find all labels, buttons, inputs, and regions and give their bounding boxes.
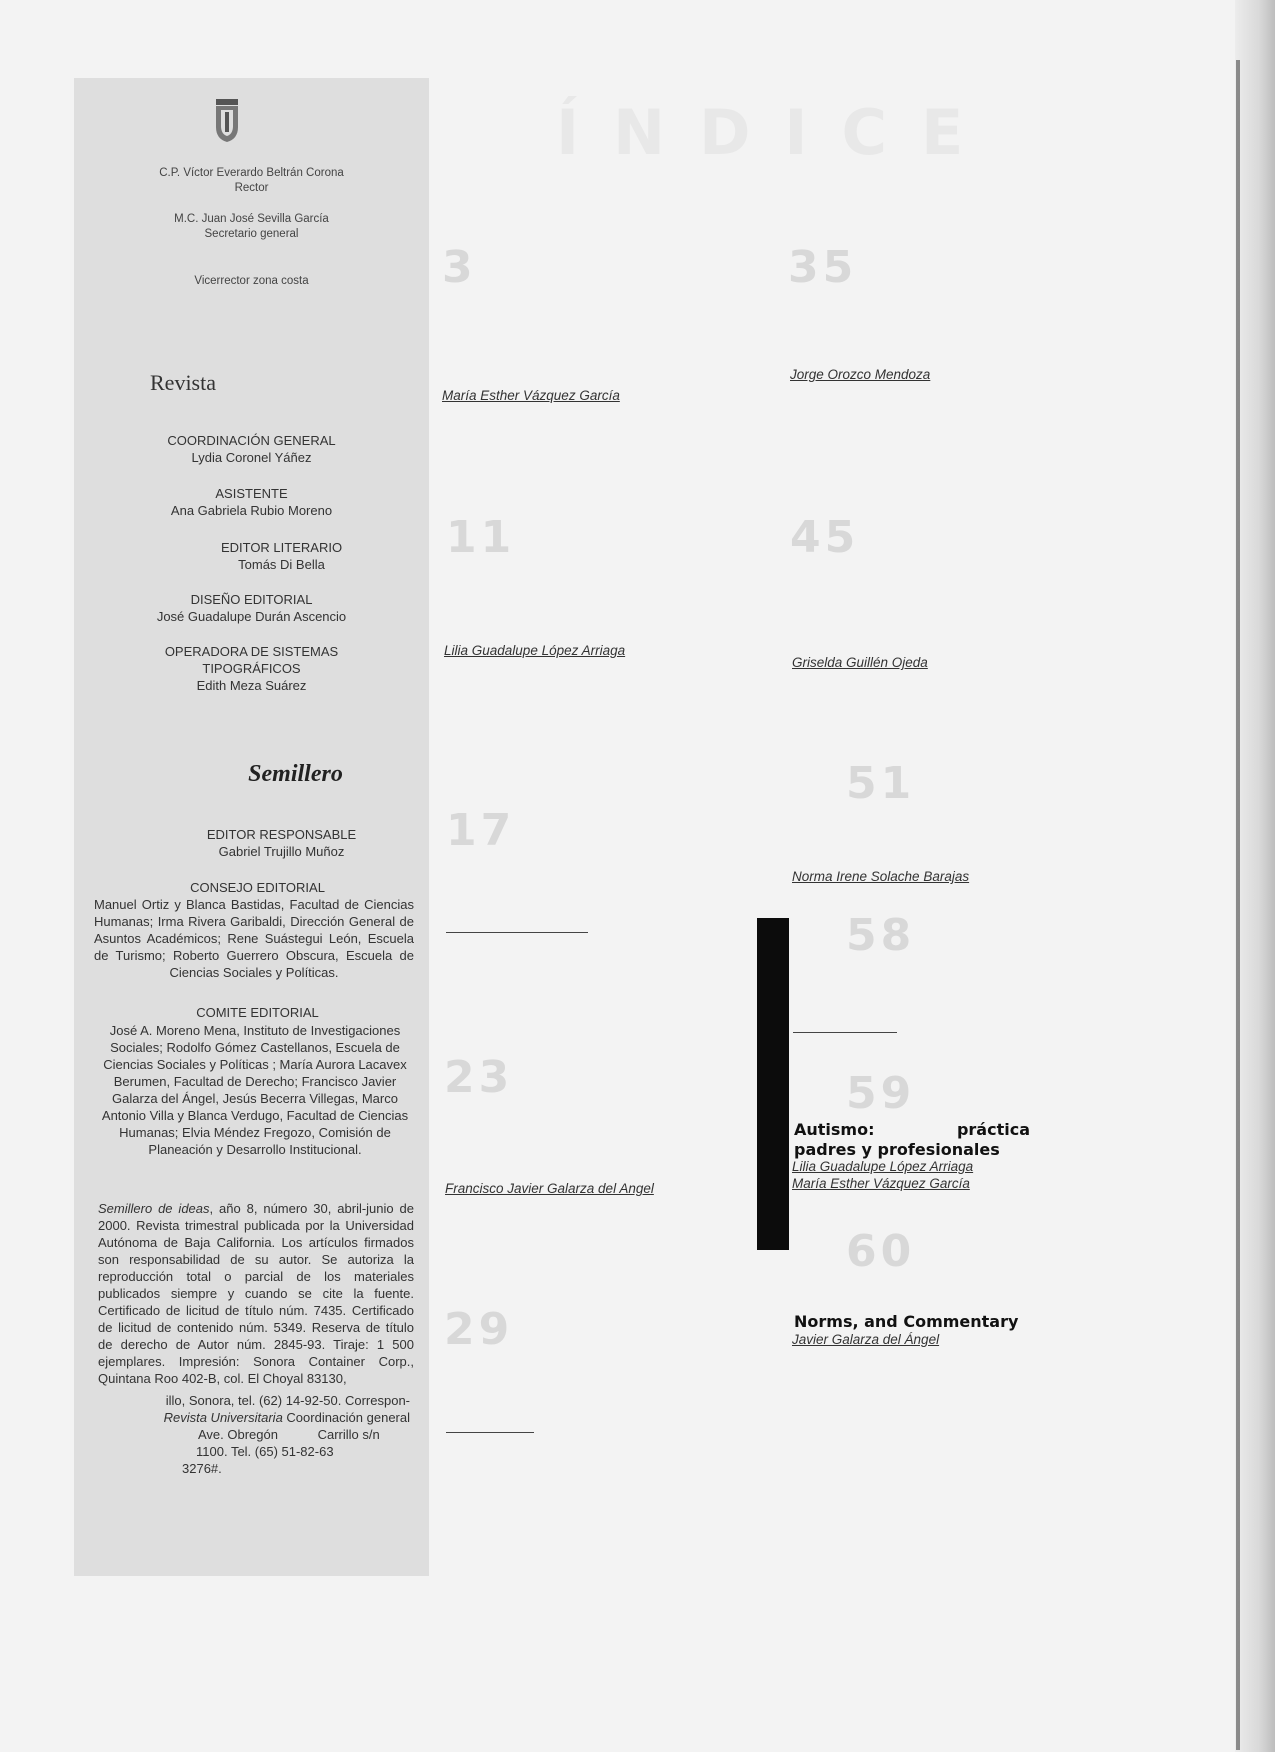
imprint-title: Semillero de ideas	[98, 1201, 210, 1216]
page-number: 51	[846, 758, 916, 809]
credit-role-2: TIPOGRÁFICOS	[202, 661, 301, 676]
vicerrector-label: Vicerrector zona costa	[194, 275, 309, 287]
author-rule	[793, 1032, 897, 1033]
page-number: 23	[444, 1052, 514, 1103]
article-author: Griselda Guillén Ojeda	[792, 655, 928, 670]
university-shield-icon	[213, 97, 241, 143]
article-author: Lilia Guadalupe López Arriaga	[444, 643, 626, 658]
semillero-heading: Semillero	[248, 761, 343, 787]
index-black-bar	[757, 918, 789, 1250]
credit-name: Lydia Coronel Yáñez	[191, 450, 312, 465]
credit-role: OPERADORA DE SISTEMAS	[164, 644, 339, 659]
imprint-address-2: Carrillo s/n	[317, 1427, 380, 1442]
article-author: María Esther Vázquez García	[442, 388, 620, 403]
article-title-word: Autismo:	[794, 1120, 875, 1139]
page-edge-shadow	[1235, 0, 1275, 1752]
article-author: Jorge Orozco Mendoza	[790, 367, 931, 382]
credit-role: COORDINACIÓN GENERAL	[167, 433, 336, 448]
article-author: María Esther Vázquez García	[792, 1176, 970, 1191]
credit-coordinacion	[74, 432, 429, 466]
imprint-body: , año 8, número 30, abril-junio de 2000. Revista trimestral publicada por la Universidad Autónoma de Baja California. Los artículos firmados son responsabilidad de su autor. Se autoriza la reproducción total o parcial de los materiales publicados siempre y cuando se cite la fuente. Certificado de licitud de título núm. 7435. Certificado de licitud de contenido núm. 5349. Reserva de título de derecho de Autor núm. 2845-93. Tiraje: 1 500 ejemplares. Impresión: Sonora Container Corp., Quintana Roo 402-B, col. El Choyal 83130,	[98, 1201, 414, 1386]
rector-title: Rector	[234, 182, 269, 194]
imprint-address: Ave. Obregón	[198, 1427, 278, 1442]
credit-operadora	[74, 643, 429, 694]
page-number: 35	[788, 242, 858, 293]
imprint-line-c	[198, 1426, 418, 1443]
imprint-revista: Revista Universitaria	[163, 1410, 283, 1425]
page-binding-edge	[1236, 60, 1240, 1750]
page-number: 59	[846, 1068, 916, 1119]
credit-name: Ana Gabriela Rubio Moreno	[170, 503, 333, 518]
article-title-line: padres y profesionales	[794, 1140, 1000, 1159]
credit-name: Edith Meza Suárez	[196, 678, 307, 693]
page-number: 3	[442, 242, 477, 293]
article-author: Javier Galarza del Ángel	[792, 1332, 940, 1347]
editor-responsable-block	[104, 826, 459, 860]
editor-role: EDITOR RESPONSABLE	[206, 827, 357, 842]
secretary-name: M.C. Juan José Sevilla García	[174, 213, 329, 225]
consejo-title: CONSEJO EDITORIAL	[190, 880, 325, 895]
imprint-coordinacion: Coordinación general	[282, 1410, 410, 1425]
credit-diseno	[74, 591, 429, 625]
credit-role: ASISTENTE	[215, 486, 288, 501]
article-author: Lilia Guadalupe López Arriaga	[792, 1159, 974, 1174]
secretary-block	[74, 212, 429, 242]
article-title-word: práctica	[956, 1120, 1030, 1139]
credit-editor-literario	[104, 539, 459, 573]
credit-role: DISEÑO EDITORIAL	[190, 592, 313, 607]
page-number: 17	[446, 805, 516, 856]
imprint-line-e: 3276#.	[182, 1461, 222, 1476]
revista-heading: Revista	[150, 370, 216, 395]
page-number: 60	[846, 1226, 916, 1277]
rector-name: C.P. Víctor Everardo Beltrán Corona	[159, 167, 344, 179]
article-title: Norms, and Commentary	[794, 1312, 1019, 1331]
comite-title: COMITE EDITORIAL	[196, 1005, 319, 1020]
imprint-text	[74, 1200, 414, 1387]
credit-name: José Guadalupe Durán Ascencio	[156, 609, 347, 624]
secretary-title: Secretario general	[204, 228, 299, 240]
article-title	[794, 1120, 1030, 1160]
author-rule	[446, 932, 588, 933]
indice-heading: ÍNDICE	[556, 96, 998, 169]
imprint-line-a: illo, Sonora, tel. (62) 14-92-50. Correspon-	[165, 1393, 410, 1408]
author-rule	[446, 1432, 534, 1433]
rector-block	[74, 166, 429, 196]
consejo-text: Manuel Ortiz y Blanca Bastidas, Facultad de Ciencias Humanas; Irma Rivera Garibaldi, Dirección General de Asuntos Académicos; Rene Suástegui León, Escuela de Turismo; Roberto Guerrero Obscura, Escuela de Ciencias Sociales y Políticas.	[94, 897, 414, 980]
credit-role: EDITOR LITERARIO	[220, 540, 343, 555]
page-number: 45	[790, 512, 860, 563]
comite-text: José A. Moreno Mena, Instituto de Investigaciones Sociales; Rodolfo Gómez Castellanos, Escuela de Ciencias Sociales y Políticas ; María Aurora Lacavex Berumen, Facultad de Derecho; Francisco Javier Galarza del Ángel, Jesús Becerra Villegas, Marco Antonio Villa y Blanca Verdugo, Facultad de Ciencias Humanas; Elvia Méndez Fregozo, Comisión de Planeación y Desarrollo Institucional.	[101, 1023, 409, 1157]
page-number: 29	[444, 1304, 514, 1355]
article-author: Francisco Javier Galarza del Angel	[445, 1181, 654, 1196]
imprint-line-b	[100, 1409, 410, 1426]
credit-name: Tomás Di Bella	[238, 557, 325, 572]
credit-asistente	[74, 485, 429, 519]
page-number: 58	[846, 910, 916, 961]
editor-name: Gabriel Trujillo Muñoz	[218, 844, 345, 859]
page-number: 11	[446, 512, 516, 563]
article-author: Norma Irene Solache Barajas	[792, 869, 970, 884]
imprint-line-d: 1100. Tel. (65) 51-82-63	[196, 1444, 334, 1459]
